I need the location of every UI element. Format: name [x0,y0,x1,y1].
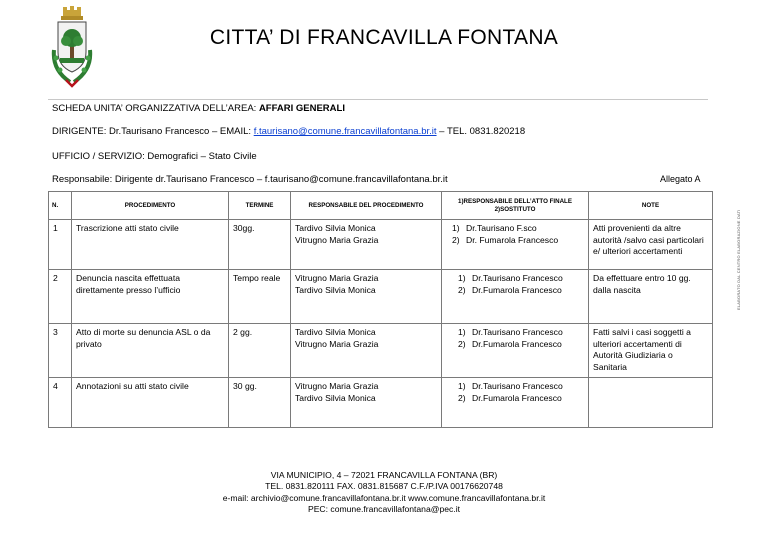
cell-finale [442,270,589,324]
footer-pec: PEC: comune.francavillafontana@pec.it [307,504,461,515]
header-note: NOTE [589,192,713,220]
footer-address: VIA MUNICIPIO, 4 – 72021 FRANCAVILLA FONTANA (BR) [270,470,498,480]
cell-n: 2 [49,270,72,324]
dirigente-email-link[interactable]: f.taurisano@comune.francavillafontana.br.it [253,126,437,137]
cell-procedimento: Annotazioni su atti stato civile [72,378,229,428]
header-divider [48,99,708,100]
table-header-row [49,192,713,220]
header-procedimento: PROCEDIMENTO [72,192,229,220]
cell-n: 1 [49,220,72,270]
responsabile-primary: Tardivo Silvia Monica [295,223,376,233]
finale-item: 1) Dr.Taurisano Francesco [458,381,563,391]
cell-finale [442,324,589,378]
dirigente-prefix: DIRIGENTE: Dr.Taurisano Francesco – EMAIL: [52,126,254,137]
cell-responsabile [291,220,442,270]
responsabile-primary: Tardivo Silvia Monica [295,327,376,337]
cell-n: 4 [49,378,72,428]
page-title: CITTA’ DI FRANCAVILLA FONTANA [209,26,559,49]
finale-item: 2) Dr.Fumarola Francesco [458,338,562,349]
table-row [49,324,713,378]
header-responsabile: RESPONSABILE DEL PROCEDIMENTO [291,192,442,220]
responsabile-line: Responsabile: Dirigente dr.Taurisano Francesco – f.taurisano@comune.francavillafontana.br.it [52,174,448,185]
finale-item: 1) Dr.Taurisano Francesco [458,327,563,337]
cell-note: Fatti salvi i casi soggetti a ulteriori accertamenti di Autorità Giudiziaria o Sanitaria [589,324,713,378]
cell-n: 3 [49,324,72,378]
responsabile-primary: Vitrugno Maria Grazia [295,381,379,391]
cell-note: Atti provenienti da altre autorità /salvo casi particolari e/ ulteriori accertamenti [589,220,713,270]
cell-termine: Tempo reale [229,270,291,324]
cell-responsabile [291,324,442,378]
cell-finale [442,220,589,270]
responsabile-secondary: Vitrugno Maria Grazia [295,338,379,349]
header-finale-line2: 2)SOSTITUTO [494,205,536,213]
header-termine: TERMINE [229,192,291,220]
responsabile-secondary: Tardivo Silvia Monica [295,392,376,403]
table-row [49,270,713,324]
side-note: ELABORATO DAL CENTRO ELABORAZIONE DATI [736,209,741,310]
footer-phone: TEL. 0831.820111 FAX. 0831.815687 C.F./P.IVA 00176620748 [265,481,503,492]
footer-email: e-mail: archivio@comune.francavillafontana.br.it www.comune.francavillafontana.br.it [222,492,546,503]
scheda-label: SCHEDA UNITA’ ORGANIZZATIVA DELL’AREA: [52,103,259,114]
cell-termine: 30 gg. [229,378,291,428]
cell-procedimento: Trascrizione atti stato civile [72,220,229,270]
cell-procedimento: Denuncia nascita effettuata direttamente presso l’ufficio [72,270,229,324]
cell-termine: 2 gg. [229,324,291,378]
finale-item: 2) Dr.Fumarola Francesco [458,392,562,403]
header-finale [442,192,589,220]
finale-item: 1) Dr.Taurisano Francesco [458,273,563,283]
header-n: N. [49,192,72,220]
page-footer [0,470,768,516]
cell-procedimento: Atto di morte su denuncia ASL o da privato [72,324,229,378]
cell-responsabile [291,378,442,428]
cell-note: Da effettuare entro 10 gg. dalla nascita [589,270,713,324]
scheda-value: AFFARI GENERALI [258,103,345,114]
table-row [49,220,713,270]
responsabile-primary: Vitrugno Maria Grazia [295,273,379,283]
responsabile-secondary: Tardivo Silvia Monica [295,284,376,295]
finale-item: 2) Dr. Fumarola Francesco [452,234,559,245]
dirigente-line [52,126,525,137]
cell-termine: 30gg. [229,220,291,270]
responsabile-secondary: Vitrugno Maria Grazia [295,234,379,245]
scheda-line [52,103,345,114]
finale-item: 1) Dr.Taurisano F.sco [452,223,537,233]
cell-note [589,378,713,428]
cell-finale [442,378,589,428]
procedures-table [48,191,713,428]
ufficio-line: UFFICIO / SERVIZIO: Demografici – Stato Civile [52,151,257,162]
dirigente-suffix: – TEL. 0831.820218 [436,126,526,137]
table-row [49,378,713,428]
header-finale-line1: 1)RESPONSABILE DELL’ATTO FINALE [458,197,572,205]
allegato-label: Allegato A [660,174,701,184]
finale-item: 2) Dr.Fumarola Francesco [458,284,562,295]
cell-responsabile [291,270,442,324]
